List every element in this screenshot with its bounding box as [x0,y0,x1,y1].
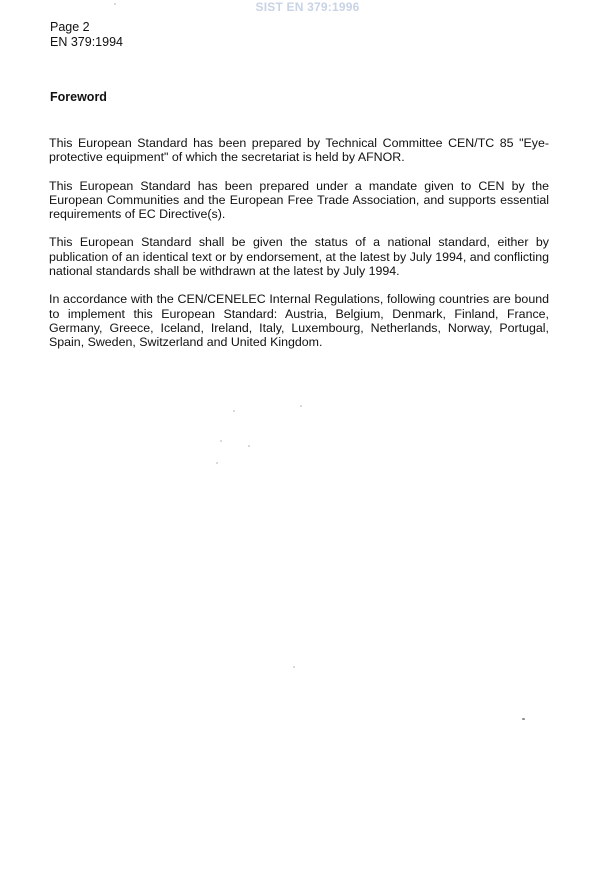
scan-speck [293,666,295,668]
document-body [49,136,549,364]
scan-speck [522,718,525,720]
scan-speck [216,462,218,464]
scan-speck [114,3,116,5]
watermark: SIST EN 379:1996 [255,0,360,14]
section-heading: Foreword [50,90,107,104]
scan-speck [233,410,235,412]
page-header [50,20,123,50]
scan-speck [220,440,222,442]
paragraph: In accordance with the CEN/CENELEC Internal Regulations, following countries are bound to implement this European Standard: Austria, Belgium, Denmark, Finland, France, Germany, Greece, Iceland, Ireland, Italy, Luxembourg, Netherlands, Norway, Portugal, Spain, Sweden, Switzerland and United Kingdom. [49,292,549,350]
paragraph: This European Standard has been prepared under a mandate given to CEN by the European Communities and the European Free Trade Association, and supports essential requirements of EC Directive(s). [49,178,549,222]
scan-speck [248,445,250,447]
scan-speck [300,405,302,407]
paragraph: This European Standard shall be given the status of a national standard, either by publication of an identical text or by endorsement, at the latest by July 1994, and conflicting national standards shall be withdrawn at the latest by July 1994. [49,235,549,279]
paragraph: This European Standard has been prepared by Technical Committee CEN/TC 85 "Eye-protective equipment" of which the secretariat is held by AFNOR. [49,136,549,165]
page-number: Page 2 [50,20,90,34]
document-id: EN 379:1994 [50,35,123,49]
